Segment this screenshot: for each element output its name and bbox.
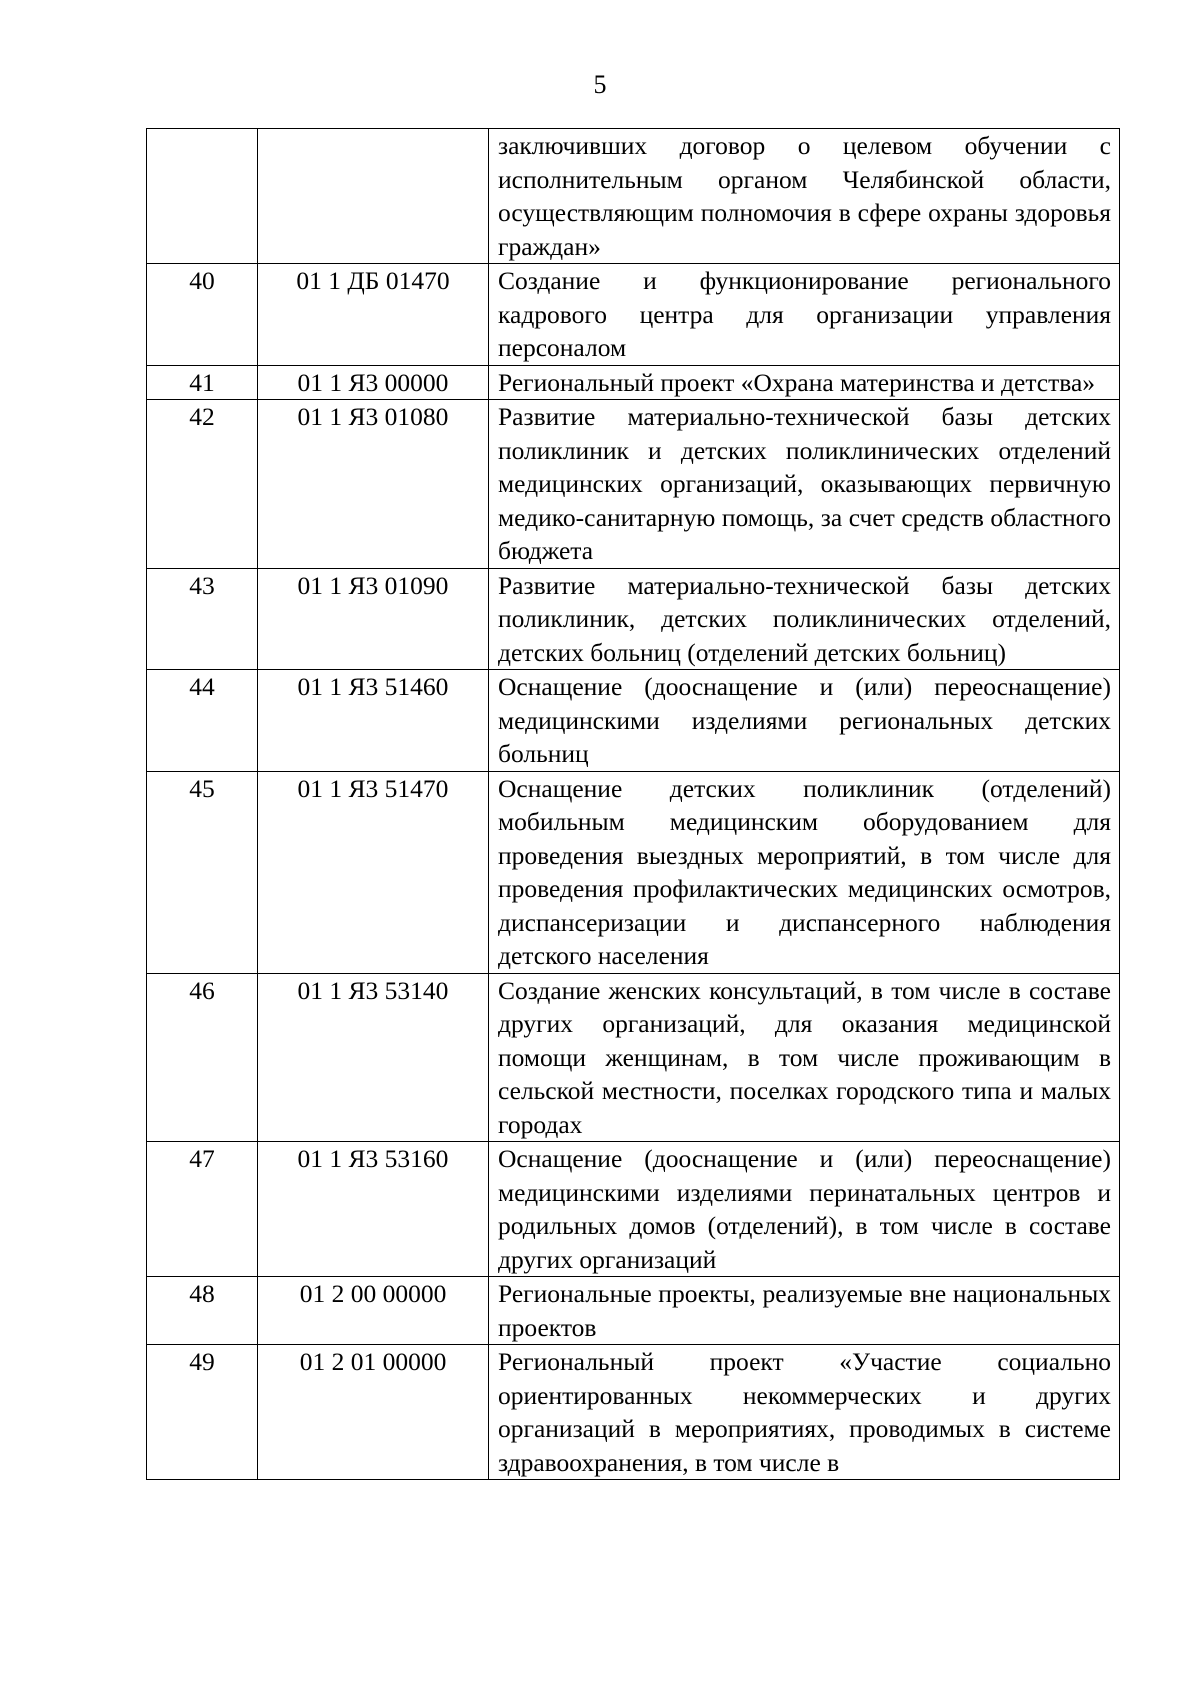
table-row [147,670,1120,772]
classification-code: 01 1 Я3 51470 [258,771,489,973]
page-number: 5 [593,70,607,99]
row-number [147,129,258,264]
table-row [147,771,1120,973]
row-description: Региональные проекты, реализуемые вне национальных проектов [489,1277,1120,1345]
classification-code: 01 2 00 00000 [258,1277,489,1345]
table-body [147,129,1120,1480]
row-number: 40 [147,264,258,366]
row-description: Оснащение детских поликлиник (отделений) мобильным медицинским оборудованием для проведения выездных мероприятий, в том числе для проведения профилактических медицинских осмотров, диспансеризации и диспансерного наблюдения детского населения [489,771,1120,973]
row-description: Оснащение (дооснащение и (или) переоснащение) медицинскими изделиями перинатальных центров и родильных домов (отделений), в том числе в составе других организаций [489,1142,1120,1277]
table-row [147,1142,1120,1277]
row-number: 44 [147,670,258,772]
classification-code: 01 1 Я3 00000 [258,365,489,400]
row-number: 42 [147,400,258,569]
row-number: 43 [147,568,258,670]
row-description: Развитие материально-технической базы детских поликлиник и детских поликлинических отделений медицинских организаций, оказывающих первичную медико-санитарную помощь, за счет средств областного бюджета [489,400,1120,569]
row-description: Региональный проект «Участие социально ориентированных некоммерческих и других организаций в мероприятиях, проводимых в системе здравоохранения, в том числе в [489,1345,1120,1480]
budget-classification-table [146,128,1120,1480]
classification-code: 01 1 Я3 53160 [258,1142,489,1277]
classification-code: 01 1 Я3 01090 [258,568,489,670]
row-description: заключивших договор о целевом обучении с исполнительным органом Челябинской области, осуществляющим полномочия в сфере охраны здоровья граждан» [489,129,1120,264]
table-row [147,400,1120,569]
row-number: 47 [147,1142,258,1277]
table-row [147,1277,1120,1345]
classification-code: 01 1 ДБ 01470 [258,264,489,366]
table-row [147,129,1120,264]
row-description: Создание и функционирование регионального кадрового центра для организации управления персоналом [489,264,1120,366]
table-row [147,568,1120,670]
classification-code: 01 1 Я3 01080 [258,400,489,569]
table-row [147,264,1120,366]
table-row [147,973,1120,1142]
classification-code: 01 1 Я3 51460 [258,670,489,772]
classification-code: 01 1 Я3 53140 [258,973,489,1142]
classification-code: 01 2 01 00000 [258,1345,489,1480]
row-number: 49 [147,1345,258,1480]
table-row [147,1345,1120,1480]
row-number: 46 [147,973,258,1142]
row-number: 45 [147,771,258,973]
table-row [147,365,1120,400]
row-description: Создание женских консультаций, в том числе в составе других организаций, для оказания медицинской помощи женщинам, в том числе проживающим в сельской местности, поселках городского типа и малых городах [489,973,1120,1142]
row-number: 41 [147,365,258,400]
classification-code [258,129,489,264]
row-description: Региональный проект «Охрана материнства и детства» [489,365,1120,400]
row-number: 48 [147,1277,258,1345]
row-description: Оснащение (дооснащение и (или) переоснащение) медицинскими изделиями региональных детских больниц [489,670,1120,772]
row-description: Развитие материально-технической базы детских поликлиник, детских поликлинических отделений, детских больниц (отделений детских больниц) [489,568,1120,670]
